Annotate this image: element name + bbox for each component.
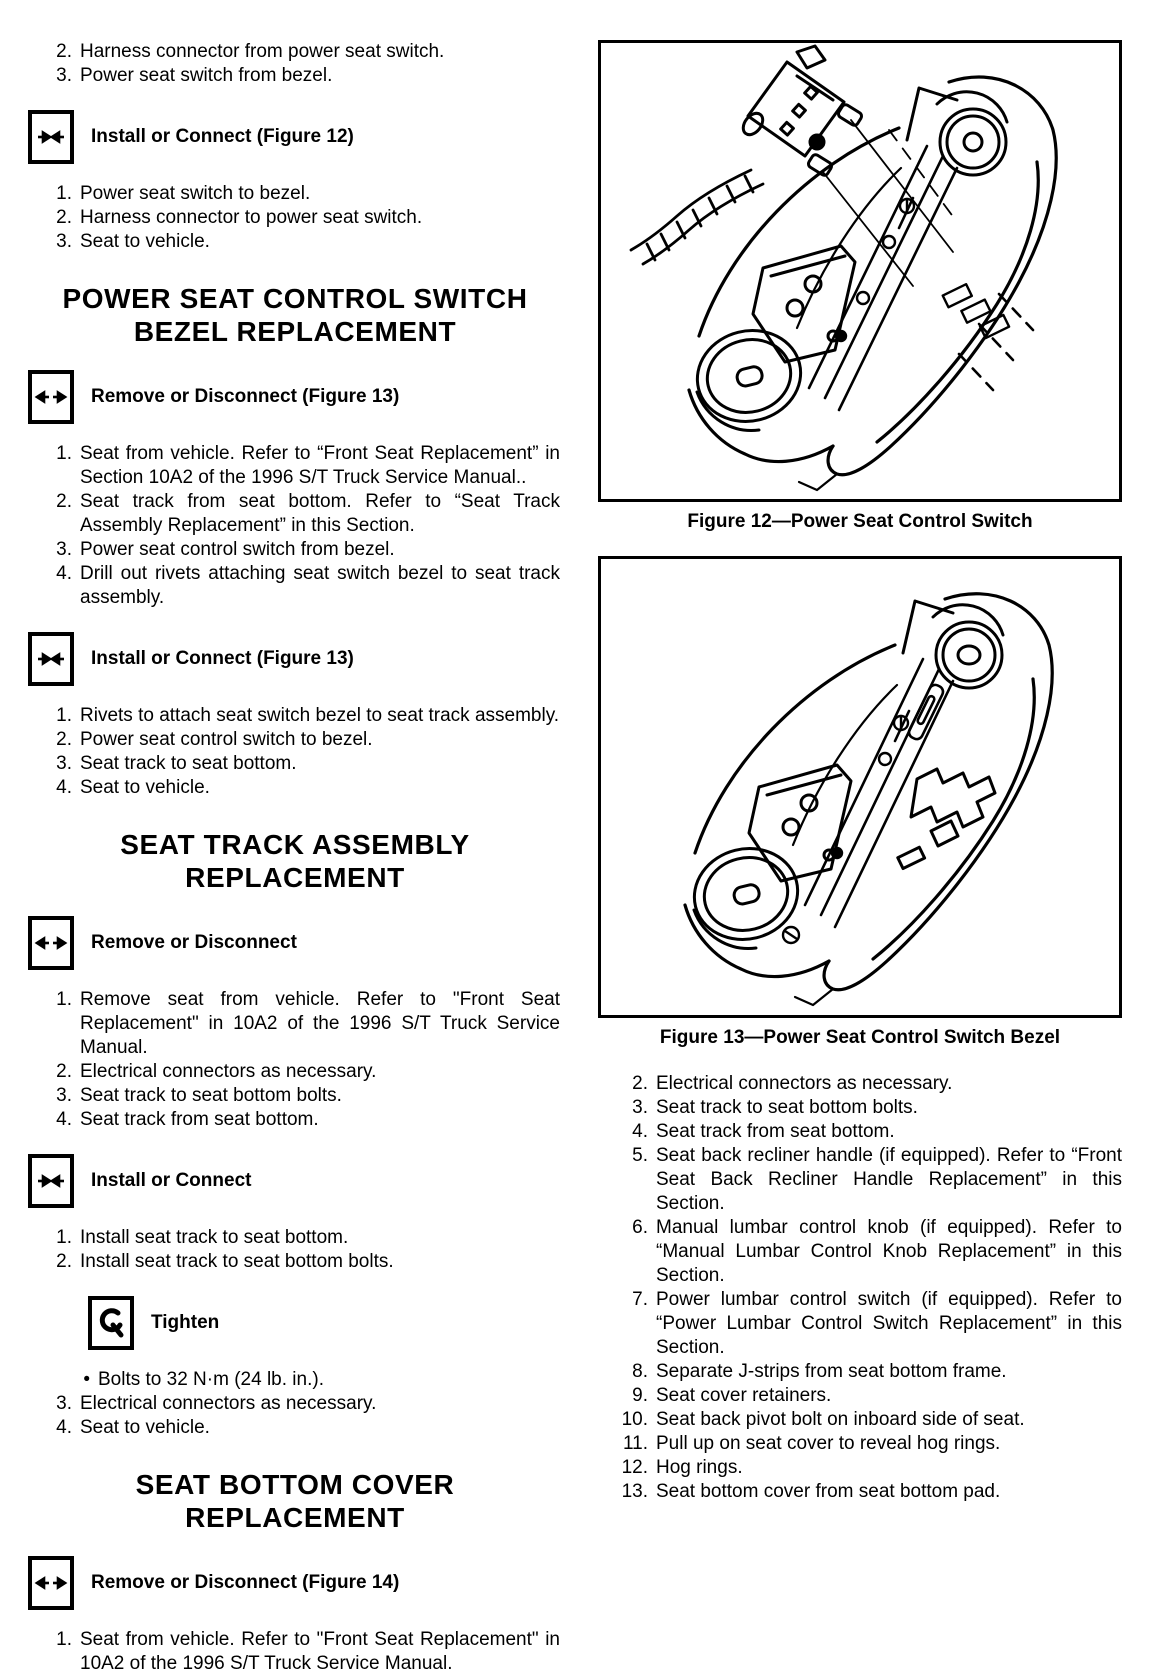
list-item bbox=[598, 1456, 1122, 1480]
heading-line: REPLACEMENT bbox=[185, 1502, 405, 1533]
remove-disconnect-track-row bbox=[28, 916, 560, 970]
list-item-number: 4. bbox=[56, 777, 72, 798]
tighten-spec-list bbox=[30, 1368, 560, 1440]
list-item bbox=[598, 1120, 1122, 1144]
list-item-number: 13. bbox=[621, 1481, 648, 1502]
list-item bbox=[598, 1408, 1122, 1432]
tighten-icon bbox=[88, 1296, 134, 1350]
list-item-text: Seat track from seat bottom. bbox=[656, 1121, 895, 1142]
list-item bbox=[30, 1392, 560, 1416]
tighten-row bbox=[88, 1296, 560, 1350]
list-item-number: 1. bbox=[56, 443, 72, 464]
cover-remove-list bbox=[30, 1628, 560, 1676]
remove-disconnect-icon bbox=[28, 1556, 74, 1610]
install-connect-icon bbox=[28, 110, 74, 164]
list-item-text: Seat cover retainers. bbox=[656, 1385, 832, 1406]
seat-bottom-cover-remove-list bbox=[598, 1072, 1122, 1504]
install-connect-fig12-row bbox=[28, 110, 560, 164]
list-item-number: 5. bbox=[632, 1145, 648, 1166]
list-item-number: 9. bbox=[632, 1385, 648, 1406]
remove-disconnect-fig13-row bbox=[28, 370, 560, 424]
list-item-number: 2. bbox=[632, 1073, 648, 1094]
list-item-text: Seat to vehicle. bbox=[80, 1417, 210, 1438]
list-item bbox=[30, 64, 560, 88]
action-label: Remove or Disconnect (Figure 14) bbox=[91, 1572, 400, 1593]
list-item-text: Electrical connectors as necessary. bbox=[80, 1393, 377, 1414]
list-item-number: 4. bbox=[56, 563, 72, 584]
list-item-text: Electrical connectors as necessary. bbox=[656, 1073, 953, 1094]
list-item-text: Seat back pivot bolt on inboard side of seat. bbox=[656, 1409, 1025, 1430]
list-item-number: 1. bbox=[56, 705, 72, 726]
list-item bbox=[30, 1108, 560, 1132]
list-item-number: 12. bbox=[621, 1457, 648, 1478]
list-item-text: Seat track from seat bottom. bbox=[80, 1109, 319, 1130]
list-item-text: Seat from vehicle. Refer to “Front Seat Replacement” in Section 10A2 of the 1996 S/T Truck Service Manual.. bbox=[80, 443, 560, 488]
install-fig12-list bbox=[30, 182, 560, 254]
list-item bbox=[30, 1084, 560, 1108]
heading-line: REPLACEMENT bbox=[185, 862, 405, 893]
install-connect-fig13-row bbox=[28, 632, 560, 686]
list-item-text: Electrical connectors as necessary. bbox=[80, 1061, 377, 1082]
list-item-text: Seat track from seat bottom. Refer to “Seat Track Assembly Replacement” in this Section. bbox=[80, 491, 560, 536]
section-heading-seat-bottom-cover bbox=[30, 1468, 560, 1534]
list-item-text: Seat back recliner handle (if equipped). Refer to “Front Seat Back Recliner Handle Replacement” in this Section. bbox=[656, 1145, 1122, 1214]
list-item-text: Pull up on seat cover to reveal hog rings. bbox=[656, 1433, 1001, 1454]
list-item-number: 1. bbox=[56, 989, 72, 1010]
list-item bbox=[598, 1480, 1122, 1504]
list-item-text: Seat bottom cover from seat bottom pad. bbox=[656, 1481, 1001, 1502]
list-item-number: 3. bbox=[56, 539, 72, 560]
list-item-number: 3. bbox=[56, 65, 72, 86]
list-item-number: 2. bbox=[56, 491, 72, 512]
figure-12-image bbox=[598, 40, 1122, 502]
list-item-number: 3. bbox=[56, 1393, 72, 1414]
list-item-number: 11. bbox=[622, 1433, 648, 1454]
install-connect-track-row bbox=[28, 1154, 560, 1208]
list-item bbox=[598, 1360, 1122, 1384]
torque-spec-item bbox=[30, 1368, 560, 1392]
list-item-number: 1. bbox=[56, 1227, 72, 1248]
list-item bbox=[30, 728, 560, 752]
bezel-install-list bbox=[30, 704, 560, 800]
torque-spec-text: Bolts to 32 N·m (24 lb. in.). bbox=[98, 1369, 324, 1390]
list-item bbox=[30, 776, 560, 800]
section-heading-bezel-replacement bbox=[30, 282, 560, 348]
list-item-text: Harness connector to power seat switch. bbox=[80, 207, 423, 228]
section-heading-seat-track-assembly bbox=[30, 828, 560, 894]
list-item bbox=[30, 752, 560, 776]
list-item bbox=[30, 1628, 560, 1676]
remove-disconnect-fig14-row bbox=[28, 1556, 560, 1610]
action-label: Install or Connect bbox=[91, 1170, 252, 1191]
list-item bbox=[30, 40, 560, 64]
figure-12-caption: Figure 12—Power Seat Control Switch bbox=[687, 511, 1033, 532]
list-item bbox=[598, 1384, 1122, 1408]
remove-disconnect-icon bbox=[28, 916, 74, 970]
bezel-remove-list bbox=[30, 442, 560, 610]
action-label: Install or Connect (Figure 12) bbox=[91, 126, 354, 147]
list-item bbox=[30, 704, 560, 728]
track-install-list bbox=[30, 1226, 560, 1274]
action-label: Remove or Disconnect bbox=[91, 932, 297, 953]
heading-line: SEAT TRACK ASSEMBLY bbox=[120, 829, 470, 860]
list-item bbox=[598, 1432, 1122, 1456]
list-item bbox=[30, 988, 560, 1060]
list-item-text: Manual lumbar control knob (if equipped). Refer to “Manual Lumbar Control Knob Replacement” in this Section. bbox=[656, 1217, 1122, 1286]
bullet-marker: • bbox=[83, 1369, 90, 1390]
list-item-number: 4. bbox=[56, 1109, 72, 1130]
list-item bbox=[30, 562, 560, 610]
list-item-text: Install seat track to seat bottom. bbox=[80, 1227, 349, 1248]
list-item-number: 2. bbox=[56, 729, 72, 750]
list-item-number: 6. bbox=[632, 1217, 648, 1238]
list-item-text: Harness connector from power seat switch. bbox=[80, 41, 445, 62]
list-item bbox=[598, 1216, 1122, 1288]
list-item bbox=[598, 1144, 1122, 1216]
list-item-number: 4. bbox=[632, 1121, 648, 1142]
list-item bbox=[30, 490, 560, 538]
list-item bbox=[30, 538, 560, 562]
list-item-text: Power seat switch from bezel. bbox=[80, 65, 333, 86]
install-connect-icon bbox=[28, 632, 74, 686]
install-connect-icon bbox=[28, 1154, 74, 1208]
list-item-text: Seat to vehicle. bbox=[80, 231, 210, 252]
list-item-number: 8. bbox=[632, 1361, 648, 1382]
action-label: Tighten bbox=[151, 1312, 220, 1333]
list-item bbox=[598, 1288, 1122, 1360]
list-item-number: 3. bbox=[56, 231, 72, 252]
list-item-text: Remove seat from vehicle. Refer to "Front Seat Replacement" in 10A2 of the 1996 S/T Truck Service Manual. bbox=[80, 989, 560, 1058]
list-item-text: Seat track to seat bottom bolts. bbox=[656, 1097, 918, 1118]
harness-removal-list bbox=[30, 40, 560, 88]
list-item-number: 2. bbox=[56, 1251, 72, 1272]
list-item bbox=[30, 1060, 560, 1084]
list-item-text: Seat to vehicle. bbox=[80, 777, 210, 798]
left-column bbox=[30, 40, 560, 1680]
list-item bbox=[30, 1416, 560, 1440]
list-item-text: Install seat track to seat bottom bolts. bbox=[80, 1251, 394, 1272]
list-item bbox=[30, 1226, 560, 1250]
list-item-number: 2. bbox=[56, 207, 72, 228]
list-item-text: Power seat control switch to bezel. bbox=[80, 729, 373, 750]
list-item bbox=[598, 1096, 1122, 1120]
heading-line: SEAT BOTTOM COVER bbox=[135, 1469, 455, 1500]
list-item bbox=[30, 442, 560, 490]
list-item-number: 3. bbox=[632, 1097, 648, 1118]
figure-13-image bbox=[598, 556, 1122, 1018]
list-item bbox=[598, 1072, 1122, 1096]
list-item bbox=[30, 230, 560, 254]
list-item-number: 10. bbox=[621, 1409, 648, 1430]
list-item-text: Seat track to seat bottom. bbox=[80, 753, 297, 774]
list-item-number: 1. bbox=[56, 183, 72, 204]
heading-line: BEZEL REPLACEMENT bbox=[133, 316, 457, 347]
list-item-number: 1. bbox=[56, 1629, 72, 1650]
list-item-number: 3. bbox=[56, 753, 72, 774]
figure-13-caption: Figure 13—Power Seat Control Switch Bezel bbox=[659, 1027, 1061, 1048]
action-label: Remove or Disconnect (Figure 13) bbox=[91, 386, 400, 407]
list-item-number: 7. bbox=[632, 1289, 648, 1310]
list-item bbox=[30, 182, 560, 206]
list-item-number: 4. bbox=[56, 1417, 72, 1438]
right-column bbox=[598, 40, 1122, 1508]
list-item-text: Power lumbar control switch (if equipped). Refer to “Power Lumbar Control Switch Replacement” in this Section. bbox=[656, 1289, 1122, 1358]
list-item-text: Power seat control switch from bezel. bbox=[80, 539, 395, 560]
list-item-text: Hog rings. bbox=[656, 1457, 743, 1478]
list-item-number: 2. bbox=[56, 41, 72, 62]
list-item-text: Drill out rivets attaching seat switch bezel to seat track assembly. bbox=[80, 563, 560, 608]
list-item-text: Seat track to seat bottom bolts. bbox=[80, 1085, 342, 1106]
heading-line: POWER SEAT CONTROL SWITCH bbox=[62, 283, 528, 314]
remove-disconnect-icon bbox=[28, 370, 74, 424]
action-label: Install or Connect (Figure 13) bbox=[91, 648, 354, 669]
list-item-text: Separate J-strips from seat bottom frame. bbox=[656, 1361, 1007, 1382]
list-item-number: 2. bbox=[56, 1061, 72, 1082]
list-item-text: Seat from vehicle. Refer to "Front Seat Replacement" in 10A2 of the 1996 S/T Truck Service Manual. bbox=[80, 1629, 560, 1674]
list-item-number: 3. bbox=[56, 1085, 72, 1106]
list-item-text: Power seat switch to bezel. bbox=[80, 183, 311, 204]
list-item bbox=[30, 206, 560, 230]
track-remove-list bbox=[30, 988, 560, 1132]
list-item bbox=[30, 1250, 560, 1274]
list-item-text: Rivets to attach seat switch bezel to seat track assembly. bbox=[80, 705, 560, 726]
